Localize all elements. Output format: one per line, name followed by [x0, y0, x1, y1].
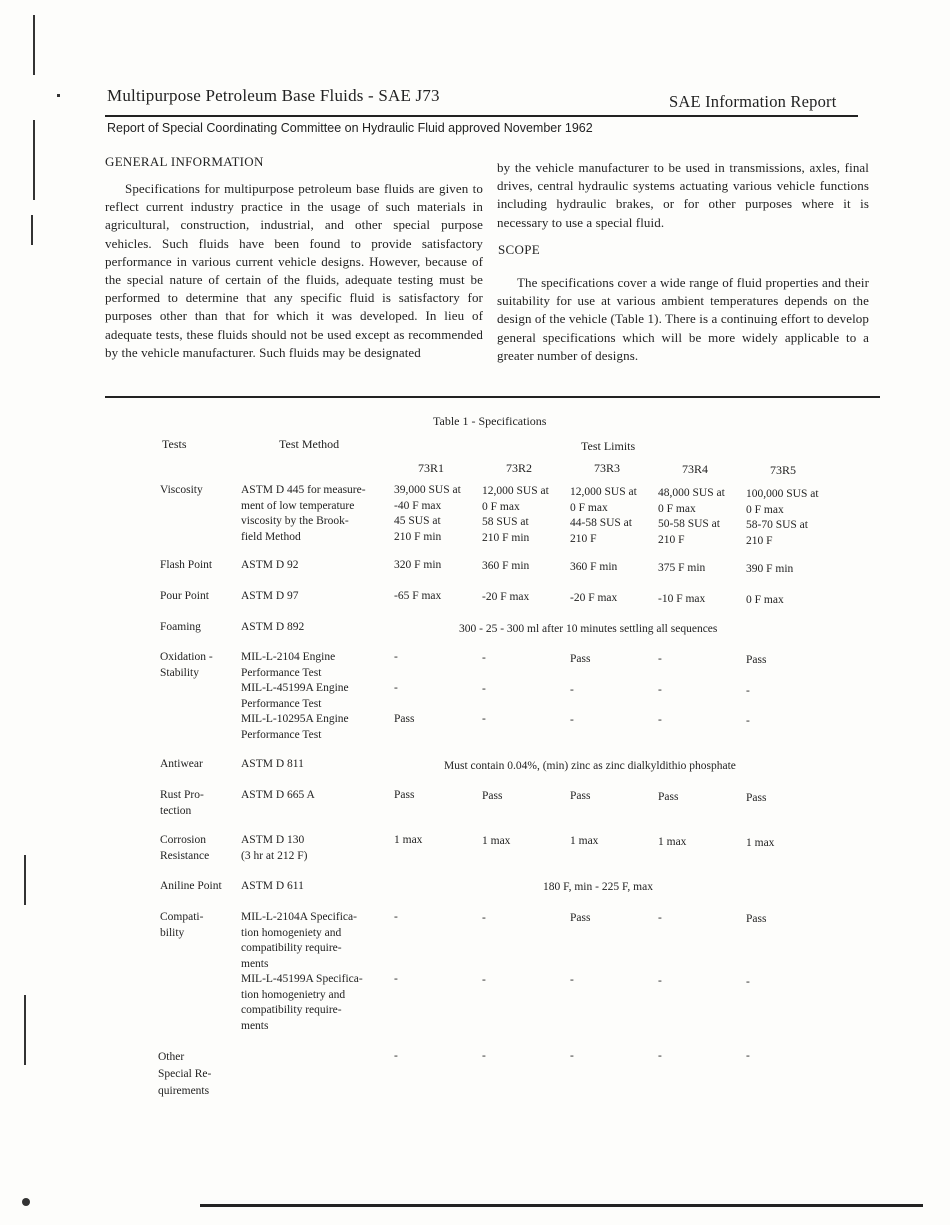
limit-cell: - — [394, 682, 398, 694]
limit-cell: 0 F max — [746, 594, 784, 606]
limit-cell: 1 max — [658, 836, 687, 848]
limit-cell: 12,000 SUS at 0 F max 44-58 SUS at 210 F — [570, 486, 637, 545]
test-method: ASTM D 811 — [241, 758, 304, 770]
test-method: MIL-L-45199A Specifica- tion homogenietry and compatibility require- ments — [241, 973, 363, 1032]
test-name: Compati- bility — [160, 911, 204, 939]
limit-cell: - — [746, 715, 750, 727]
test-method: MIL-L-2104A Specifica- tion homogeniety and compatibility require- ments — [241, 911, 357, 970]
general-information-heading: GENERAL INFORMATION — [105, 154, 264, 169]
test-method: ASTM D 892 — [241, 621, 305, 633]
limit-cell: Pass — [746, 654, 767, 666]
test-method: ASTM D 611 — [241, 880, 304, 892]
document-title: Multipurpose Petroleum Base Fluids - SAE J73 — [107, 86, 440, 105]
limit-cell: 100,000 SUS at 0 F max 58-70 SUS at 210 F — [746, 488, 819, 547]
test-method: MIL-L-2104 Engine Performance Test — [241, 651, 336, 679]
limit-cell: - — [394, 651, 398, 663]
scope-heading: SCOPE — [498, 242, 540, 257]
limit-cell: Pass — [746, 792, 767, 804]
test-name: Viscosity — [160, 484, 203, 496]
limit-cell: - — [746, 1050, 750, 1062]
test-name: Other Special Re- quirements — [158, 1051, 212, 1097]
test-method: ASTM D 130 (3 hr at 212 F) — [241, 834, 308, 862]
limit-cell: 360 F min — [570, 561, 618, 573]
scan-margin-line — [31, 215, 33, 245]
test-name: Corrosion Resistance — [160, 834, 210, 862]
limit-cell: 320 F min — [394, 559, 442, 571]
scan-margin-line — [33, 15, 35, 75]
scope-paragraph: The specifications cover a wide range of fluid properties and their suitability for use at various ambient temperatures depends on the design of the vehicle (Table 1). There is a continuing effort to develop general specifications which will be more widely applicable to a greater number of designs. — [497, 275, 869, 363]
limit-cell: 1 max — [394, 834, 423, 846]
limit-cell: 390 F min — [746, 563, 794, 575]
limit-cell: Pass — [570, 653, 591, 665]
limit-cell: - — [658, 684, 662, 696]
limit-cell: 48,000 SUS at 0 F max 50-58 SUS at 210 F — [658, 487, 725, 546]
spanning-limit: Must contain 0.04%, (min) zinc as zinc dialkyldithio phosphate — [444, 760, 736, 772]
limit-cell: 1 max — [482, 835, 511, 847]
limit-cell: - — [658, 714, 662, 726]
limit-cell: - — [570, 974, 574, 986]
test-name: Antiwear — [160, 758, 203, 770]
general-information-continued: by the vehicle manufacturer to be used in transmissions, axles, final drives, central hydraulic systems actuating various vehicle functions including hydraulic brakes, or for other purposes where it is necessary to use a special fluid. — [497, 160, 869, 230]
limit-cell: Pass — [394, 713, 415, 725]
limit-cell: - — [658, 653, 662, 665]
limit-cell: Pass — [394, 789, 415, 801]
spanning-limit: 300 - 25 - 300 ml after 10 minutes settling all sequences — [459, 623, 718, 635]
footer-rule — [200, 1204, 923, 1207]
limit-cell: - — [746, 976, 750, 988]
limit-cell: -20 F max — [570, 592, 618, 604]
col-header-test-method: Test Method — [279, 437, 340, 451]
section-rule — [105, 396, 880, 398]
limit-cell: - — [658, 912, 662, 924]
grade-header: 73R1 — [418, 461, 445, 475]
test-method: ASTM D 445 for measure- ment of low temperature viscosity by the Brook- field Method — [241, 484, 366, 543]
limit-cell: 12,000 SUS at 0 F max 58 SUS at 210 F min — [482, 485, 549, 544]
limit-cell: 375 F min — [658, 562, 706, 574]
test-method: ASTM D 92 — [241, 559, 299, 571]
limit-cell: - — [658, 1050, 662, 1062]
header-rule — [105, 115, 858, 117]
limit-cell: - — [746, 685, 750, 697]
col-header-tests: Tests — [162, 437, 187, 451]
limit-cell: -10 F max — [658, 593, 706, 605]
grade-header: 73R5 — [770, 463, 797, 477]
test-name: Pour Point — [160, 590, 209, 602]
grade-header: 73R3 — [594, 461, 621, 475]
test-method: MIL-L-10295A Engine Performance Test — [241, 713, 349, 741]
report-type: SAE Information Report — [669, 92, 837, 111]
grade-header: 73R4 — [682, 462, 709, 476]
limit-cell: - — [482, 683, 486, 695]
limit-cell: - — [394, 1050, 398, 1062]
col-header-test-limits: Test Limits — [581, 439, 636, 453]
table-title: Table 1 - Specifications — [433, 414, 547, 428]
scan-margin-line — [24, 855, 26, 905]
test-name: Aniline Point — [160, 880, 222, 892]
limit-cell: 39,000 SUS at -40 F max 45 SUS at 210 F min — [394, 484, 461, 543]
limit-cell: Pass — [482, 790, 503, 802]
limit-cell: -20 F max — [482, 591, 530, 603]
limit-cell: - — [482, 974, 486, 986]
limit-cell: Pass — [570, 912, 591, 924]
limit-cell: Pass — [746, 913, 767, 925]
test-method: MIL-L-45199A Engine Performance Test — [241, 682, 349, 710]
test-method: ASTM D 97 — [241, 590, 299, 602]
scan-dot — [22, 1198, 30, 1206]
limit-cell: - — [482, 912, 486, 924]
approval-note: Report of Special Coordinating Committee on Hydraulic Fluid approved November 1962 — [107, 121, 593, 135]
test-name: Oxidation - Stability — [160, 651, 213, 679]
scan-margin-line — [24, 995, 26, 1065]
test-method: ASTM D 665 A — [241, 789, 315, 801]
limit-cell: - — [482, 1050, 486, 1062]
limit-cell: -65 F max — [394, 590, 442, 602]
limit-cell: Pass — [658, 791, 679, 803]
test-name: Flash Point — [160, 559, 213, 571]
limit-cell: 1 max — [746, 837, 775, 849]
limit-cell: 1 max — [570, 835, 599, 847]
spanning-limit: 180 F, min - 225 F, max — [543, 881, 653, 893]
grade-header: 73R2 — [506, 461, 533, 475]
test-name: Rust Pro- tection — [160, 789, 204, 817]
limit-cell: - — [570, 684, 574, 696]
limit-cell: - — [658, 975, 662, 987]
limit-cell: - — [394, 973, 398, 985]
limit-cell: - — [482, 652, 486, 664]
limit-cell: - — [570, 714, 574, 726]
test-name: Foaming — [160, 621, 201, 633]
limit-cell: 360 F min — [482, 560, 530, 572]
scan-margin-line — [33, 120, 35, 200]
general-information-paragraph: Specifications for multipurpose petroleum base fluids are given to reflect current industry practice in the usage of such materials in agricultural, construction, industrial, and other special purpose vehicles. Such fluids have been found to provide satisfactory performance in various current vehicle designs. However, because of the special nature of certain of the fluids, adequate testing must be performed to determine that any specific fluid is satisfactory for purposes other than that for which it was developed. In lieu of adequate tests, these fluids should not be used except as recommended by the vehicle manufacturer. Such fluids may be designated — [105, 181, 483, 360]
scan-dot — [57, 94, 60, 97]
limit-cell: - — [394, 911, 398, 923]
limit-cell: - — [570, 1050, 574, 1062]
limit-cell: - — [482, 713, 486, 725]
limit-cell: Pass — [570, 790, 591, 802]
